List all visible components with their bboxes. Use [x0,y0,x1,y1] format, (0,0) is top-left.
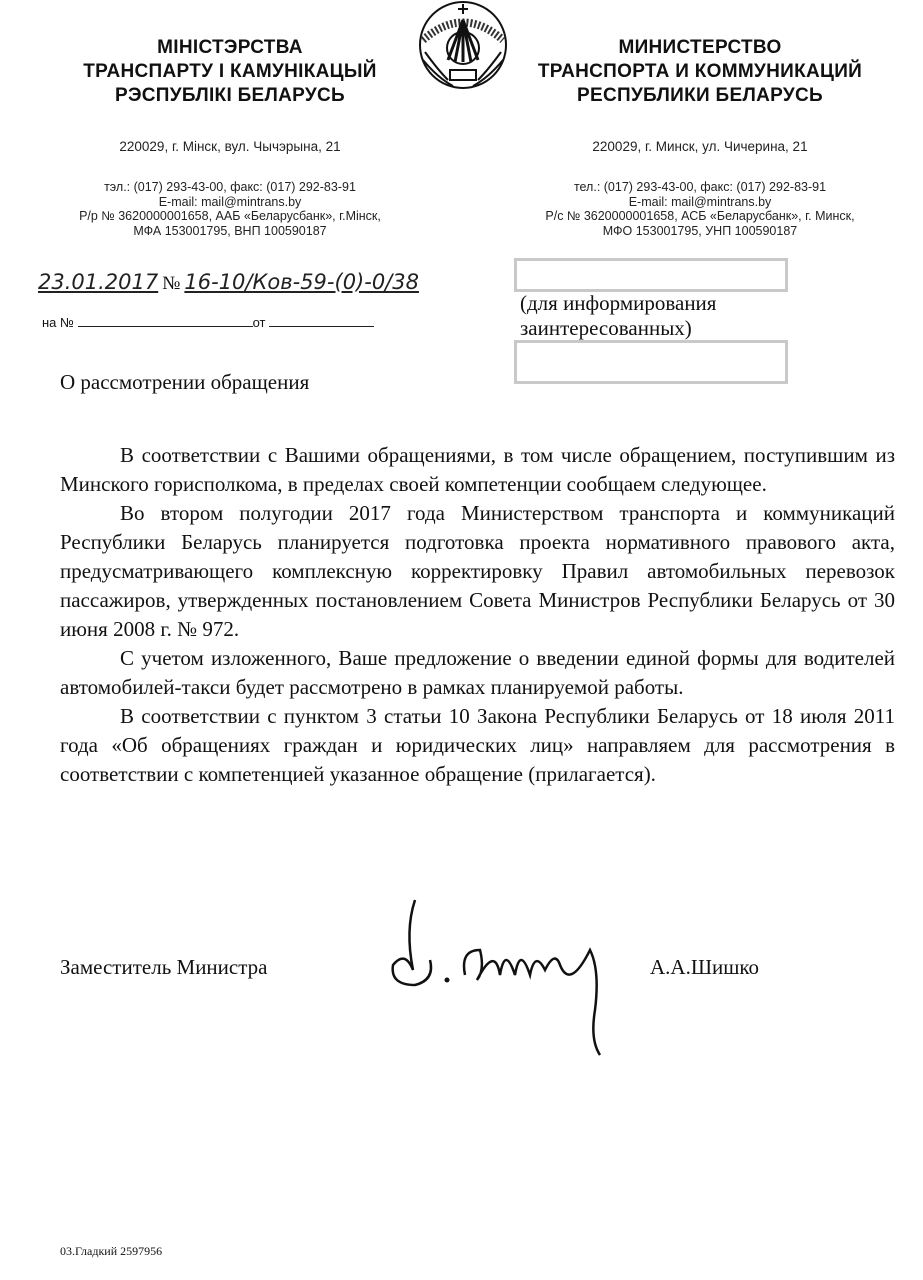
reply-date-blank [269,326,374,327]
body-paragraph: В соответствии с Вашими обращениями, в том числе обращением, поступившим из Минского горисполкома, в пределах своей компетенции сообщаем следующее. [60,443,895,496]
recipient-note: (для информирования заинтересованных) [520,291,717,340]
letter-subject: О рассмотрении обращения [60,370,310,394]
body-paragraph: В соответствии с пунктом 3 статьи 10 Закона Республики Беларусь от 18 июля 2011 года «Об обращениях граждан и юридических лиц» направляем для рассмотрения в соответствии с компетенцией указанное обращение (прилагается). [60,704,895,786]
contact-line: Р/р № 3620000001658, ААБ «Беларусбанк», г.Мінск, [79,209,381,223]
reply-number-blank [78,326,253,327]
body-paragraph: Во втором полугодии 2017 года Министерством транспорта и коммуникаций Республики Беларусь планируется подготовка проекта нормативного правового акта, предусматривающего комплексную корректировку Правил автомобильных перевозок пассажиров, утвержденных постановлением Совета Министров Республики Беларусь от 30 июня 2008 г. № 972. [60,501,895,641]
executor-footer: 03.Гладкий 2597956 [60,1244,163,1258]
redacted-recipient-top [514,258,788,292]
contact-line: E-mail: mail@mintrans.by [158,194,302,209]
number-sign: № [162,273,181,294]
ministry-title-line: РЕСПУБЛИКИ БЕЛАРУСЬ [577,85,823,106]
reply-number-label: на № [42,315,74,330]
contact-line: E-mail: mail@mintrans.by [628,194,772,209]
ministry-title-line: ТРАНСПОРТА И КОММУНИКАЦИЙ [537,61,863,82]
ministry-title-line: МІНІСТЭРСТВА [157,37,303,58]
contact-line: тэл.: (017) 293-43-00, факс: (017) 292-83-91 [104,180,356,194]
header-belarusian [20,36,440,108]
contact-line: тел.: (017) 293-43-00, факс: (017) 292-83-91 [573,180,827,194]
letter-date: 23.01.2017 [38,270,159,294]
contact-line: Р/с № 3620000001658, АСБ «Беларусбанк», г. Минск, [545,209,855,223]
handwritten-signature [385,890,615,1060]
contact-line: МФО 153001795, УНП 100590187 [602,223,798,238]
signer-position: Заместитель Министра [60,955,268,979]
header-russian [490,36,910,108]
ministry-title-line: МИНИСТЕРСТВО [618,37,782,58]
contact-line: МФА 153001795, ВНП 100590187 [133,223,327,238]
letter-body [60,441,895,789]
reference-line [38,270,419,295]
body-paragraph: С учетом изложенного, Ваше предложение о введении единой формы для водителей автомобилей-такси будет рассмотрено в рамках планируемой работы. [60,646,895,699]
ministry-title-line: ТРАНСПАРТУ І КАМУНІКАЦЫЙ [83,61,377,82]
signer-name: А.А.Шишко [650,955,760,979]
reply-to-line [42,315,374,330]
contacts-russian [490,180,910,238]
reply-from-label: от [252,315,266,330]
address-russian: 220029, г. Минск, ул. Чичерина, 21 [592,139,808,154]
address-belarusian: 220029, г. Мінск, вул. Чычэрына, 21 [119,139,341,154]
ministry-title-line: РЭСПУБЛІКІ БЕЛАРУСЬ [114,85,346,106]
contacts-belarusian [20,180,440,238]
redacted-recipient-bottom [514,340,788,384]
letter-number: 16-10/Ков-59-(0)-0/38 [184,270,419,294]
